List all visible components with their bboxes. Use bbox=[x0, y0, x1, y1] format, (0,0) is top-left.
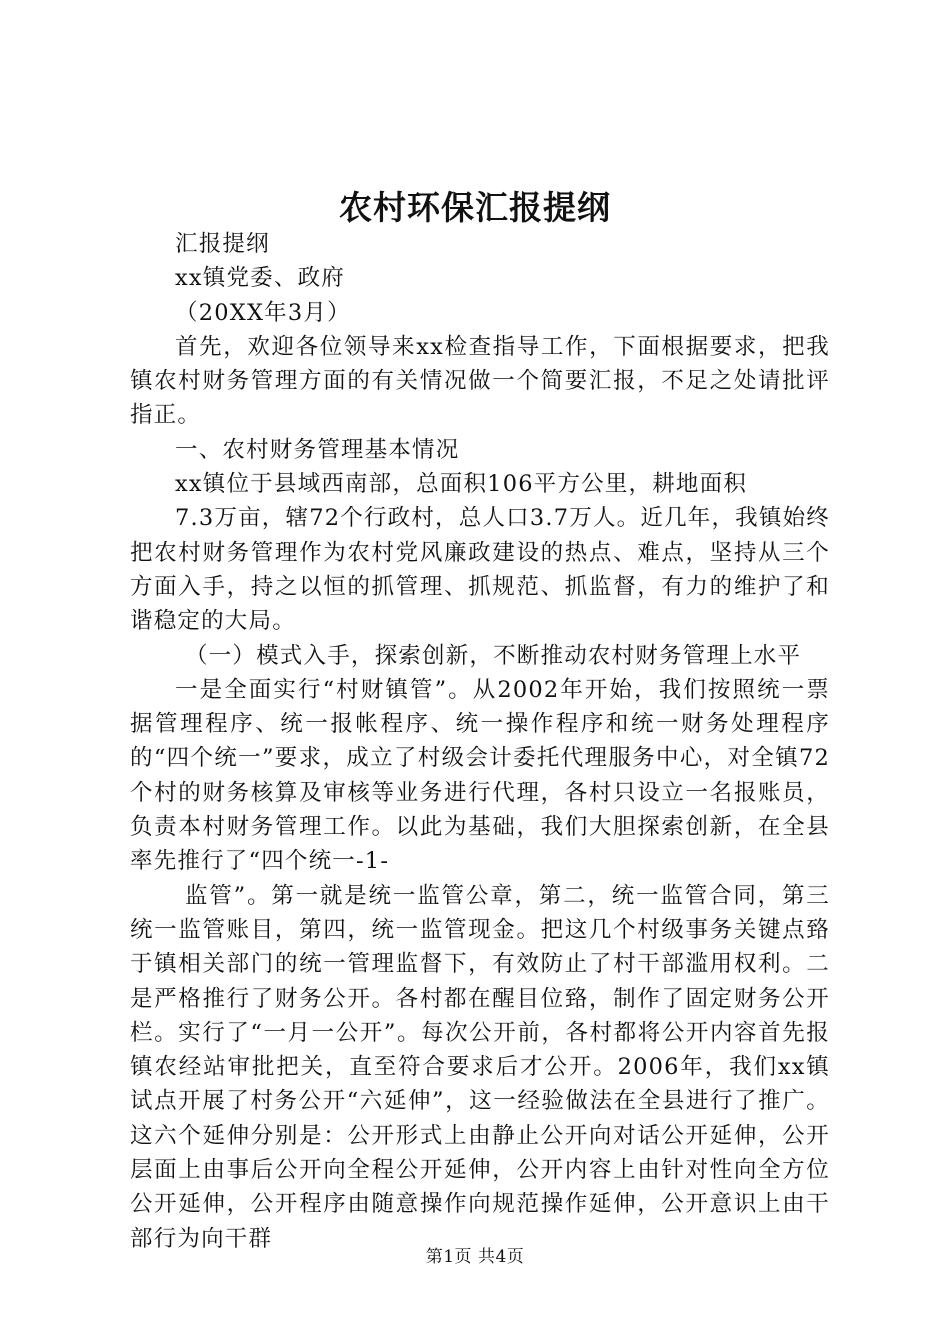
section-heading-1: 一、农村财务管理基本情况 bbox=[175, 436, 460, 463]
page-number-footer: 第1页 共4页 bbox=[425, 1247, 525, 1267]
paragraph-overview: 7.3万亩，辖72个行政村，总人口3.7万人。近几年，我镇始终把农村财务管理作为农村党风廉政建设的热点、难点，坚持从三个方面入手，持之以恒的抓管理、抓规范、抓监督，有力的维护了和谐稳定的大局。 bbox=[130, 505, 830, 635]
document-title: 农村环保汇报提纲 bbox=[339, 188, 611, 227]
document-body bbox=[130, 227, 830, 1256]
paragraph-report-outline: 汇报提纲 bbox=[175, 231, 270, 257]
paragraph-overview-start: xx镇位于县域西南部，总面积106平方公里，耕地面积 bbox=[175, 471, 748, 498]
paragraph-intro: 首先，欢迎各位领导来xx检查指导工作，下面根据要求，把我镇农村财务管理方面的有关情况做一个简要汇报，不足之处请批评指正。 bbox=[130, 333, 830, 429]
paragraph-measure-1: 一是全面实行“村财镇管”。从2002年开始，我们按照统一票据管理程序、统一报帐程序、统一操作程序和统一财务处理程序的“四个统一”要求，成立了村级会计委托代理服务中心，对全镇72个村的财务核算及审核等业务进行代理，各村只设立一名报账员，负责本村财务管理工作。以此为基础，我们大胆探索创新，在全县率先推行了“四个统一-1- bbox=[130, 676, 830, 875]
subsection-heading-1: （一）模式入手，探索创新，不断推动农村财务管理上水平 bbox=[185, 642, 802, 669]
paragraph-date: （20XX年3月） bbox=[175, 299, 351, 326]
paragraph-issuer: xx镇党委、政府 bbox=[175, 265, 345, 292]
paragraph-measure-2: 监管”。第一就是统一监管公章，第二，统一监管合同，第三统一监管账目，第四，统一监管现金。把这几个村级事务关键点臵于镇相关部门的统一管理监督下，有效防止了村干部滥用权利。二是严格推行了财务公开。各村都在醒目位臵，制作了固定财务公开栏。实行了“一月一公开”。每次公开前，各村都将公开内容首先报镇农经站审批把关，直至符合要求后才公开。2006年，我们xx镇试点开展了村务公开“六延伸”，这一经验做法在全县进行了推广。这六个延伸分别是：公开形式上由静止公开向对话公开延伸，公开层面上由事后公开向全程公开延伸，公开内容上由针对性向全方位公开延伸，公开程序由随意操作向规范操作延伸，公开意识上由干部行为向干群 bbox=[130, 882, 830, 1252]
